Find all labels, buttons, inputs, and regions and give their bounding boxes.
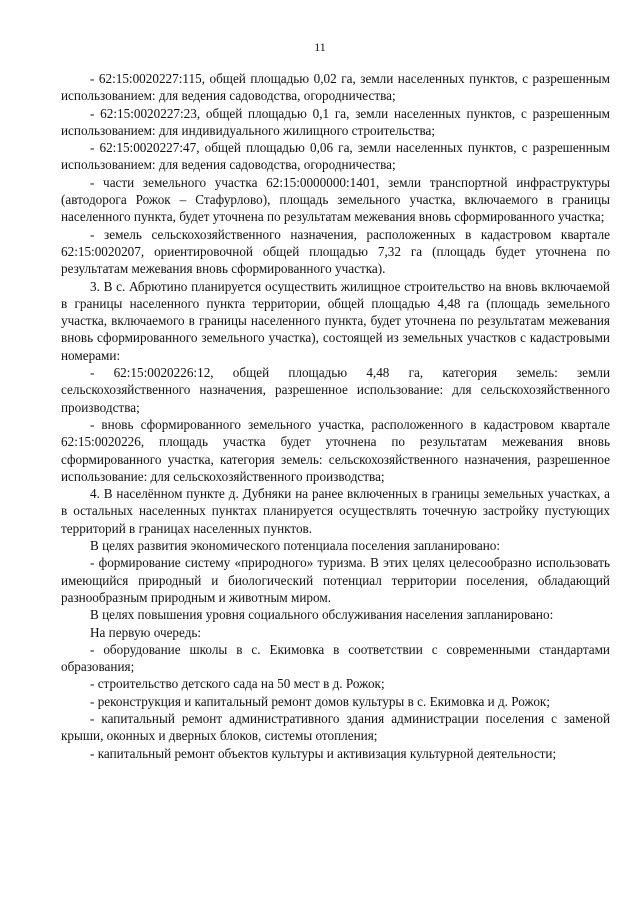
paragraph-school-equipment: - оборудование школы в с. Екимовка в соответствии с современными стандартами образования; (61, 641, 610, 675)
paragraph-first-stage: На первую очередь: (90, 624, 202, 640)
paragraph-plot-115: - 62:15:0020227:115, общей площадью 0,02 га, земли населенных пунктов, с разрешенным использованием: для ведения садоводства, огородничества; (61, 71, 610, 104)
paragraph-economic-potential: В целях развития экономического потенциала поселения запланировано: (90, 538, 501, 554)
paragraph-kindergarten: - строительство детского сада на 50 мест в д. Рожок; (90, 676, 385, 692)
paragraph-culture-objects: - капитальный ремонт объектов культуры и активизация культурной деятельности; (90, 745, 557, 761)
paragraph-item-3-abryutino: 3. В с. Абрютино планируется осуществить жилищное строительство на вновь включаемой в границы населенного пункта территории, общей площадью 4,48 га (площадь земельного участка, включаемого в границы населенного пункта, будет уточнена по результатам межевания вновь сформированного земельного участка), состоящей из земельных участков с кадастровыми номерами: (61, 278, 610, 363)
page-number: 11 (314, 40, 326, 54)
paragraph-tourism: - формирование систему «природного» туризма. В этих целях целесообразно использовать имеющийся природный и биологический потенциал территории поселения, обладающий разнообразным природным и животным миром. (61, 555, 610, 605)
paragraph-plot-12: - 62:15:0020226:12, общей площадью 4,48 га, категория земель: земли сельскохозяйственного назначения, разрешенное использование: для сельскохозяйственного производства; (61, 365, 610, 415)
paragraph-item-4-dubnyaki: 4. В населённом пункте д. Дубняки на ранее включенных в границы земельных участках, а в остальных населенных пунктах планируется осуществлять точечную застройку пустующих территорий в границах населенных пунктов. (61, 486, 610, 536)
paragraph-social-services: В целях повышения уровня социального обслуживания населения запланировано: (90, 607, 554, 623)
paragraph-new-plot: - вновь сформированного земельного участка, расположенного в кадастровом квартале 62:15:0020226, площадь участка будет уточнена по результатам межевания вновь сформированного участка, категория земель: сельскохозяйственного назначения, разрешенное использование: для сельскохозяйственного производства; (61, 416, 610, 484)
paragraph-plot-47: - 62:15:0020227:47, общей площадью 0,06 га, земли населенных пунктов, с разрешенным использованием: для ведения садоводства, огородничества; (61, 140, 610, 173)
paragraph-plot-23: - 62:15:0020227:23, общей площадью 0,1 га, земли населенных пунктов, с разрешенным использованием: для индивидуального жилищного строительства; (61, 105, 610, 138)
paragraph-admin-building: - капитальный ремонт административного здания администрации поселения с заменой крыши, оконных и дверных блоков, системы отопления; (61, 710, 610, 744)
paragraph-plot-1401: - части земельного участка 62:15:0000000:1401, земли транспортной инфраструктуры (автодорога Рожок – Стафурлово), площадь земельного участка, включаемого в границы населенного пункта, будет уточнена по результатам межевания вновь сформированного участка; (61, 174, 610, 225)
paragraph-agricultural-land: - земель сельскохозяйственного назначения, расположенных в кадастровом квартале 62:15:0020207, ориентировочной общей площадью 7,32 га (площадь будет уточнена по результатам межевания вновь сформированного участка). (61, 226, 610, 277)
document-body (61, 70, 610, 762)
paragraph-culture-houses: - реконструкция и капитальный ремонт домов культуры в с. Екимовка и д. Рожок; (90, 693, 550, 709)
